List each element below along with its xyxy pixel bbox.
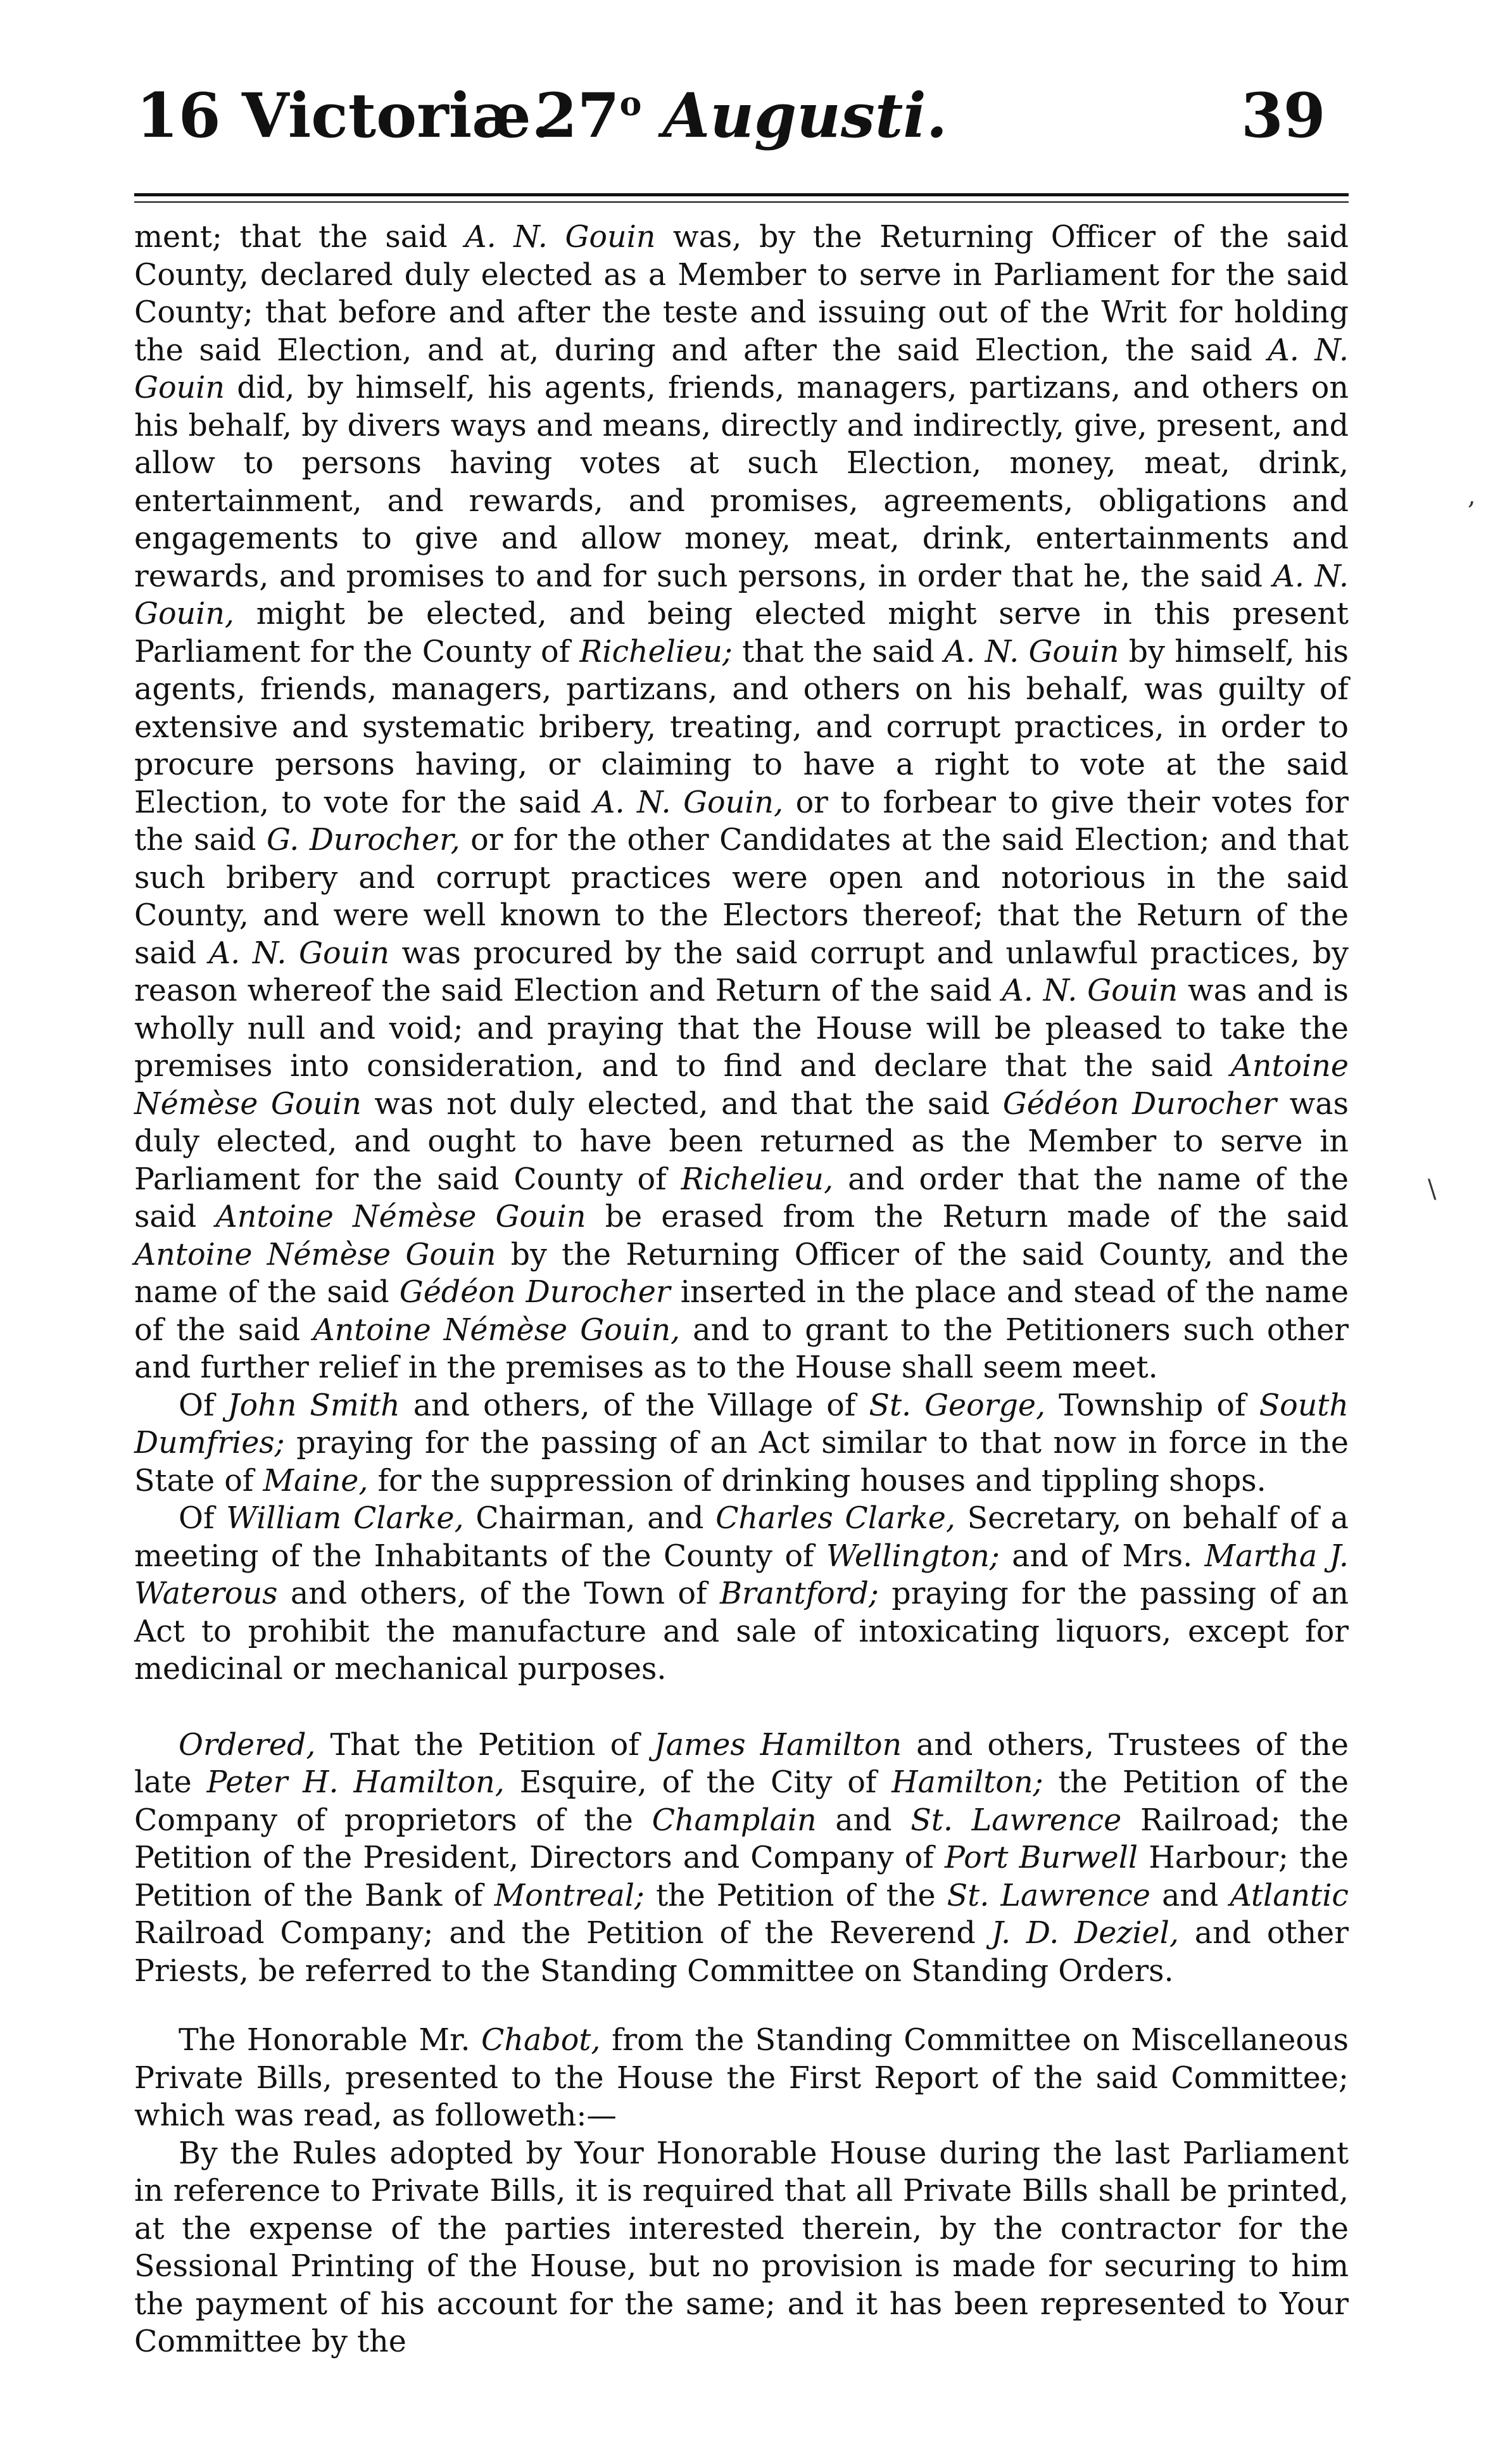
paragraph-petition-continuation bbox=[134, 218, 1349, 1387]
text-run: and others, of the Town of bbox=[277, 1576, 720, 1611]
margin-speck: , bbox=[1468, 481, 1476, 510]
text-run: was, by the Returning Officer of the said County, declared duly elected as a Member to serve in Parliament for the said County; that before and after the teste and issuing out of the Writ for holding the said Election, and at, during and after the said Election, the said bbox=[134, 220, 1349, 368]
italic-run: Wellington; bbox=[826, 1538, 1000, 1574]
italic-run: J. D. Deziel, bbox=[991, 1916, 1179, 1951]
italic-run: Chabot, bbox=[481, 2023, 601, 2058]
text-run: ment; that the said bbox=[134, 220, 465, 255]
header-rule-thick bbox=[134, 193, 1349, 196]
italic-run: Gédéon Durocher bbox=[399, 1275, 671, 1310]
italic-run: Antoine Némèse Gouin bbox=[215, 1200, 586, 1234]
paragraph-order-referral bbox=[134, 1726, 1349, 1991]
italic-run: William Clarke, bbox=[226, 1501, 464, 1536]
paragraph-petition-clarke bbox=[134, 1500, 1349, 1688]
text-run: and other Priests, be referred to the Standing Committee on Standing Orders. bbox=[134, 1916, 1349, 1989]
date-ordinal: o bbox=[619, 85, 642, 124]
text-run: by the Returning Officer of the said County, and the name of the said bbox=[134, 1237, 1349, 1310]
text-run: praying for the passing of an Act to prohibit the manufacture and sale of intoxicating liquors, except for medicinal or mechanical purposes. bbox=[134, 1576, 1349, 1687]
italic-run: St. Lawrence bbox=[910, 1802, 1122, 1838]
text-run: and bbox=[816, 1802, 911, 1838]
italic-run: Martha J. Waterous bbox=[134, 1538, 1349, 1611]
paragraph-petition-smith bbox=[134, 1387, 1349, 1500]
text-run: The Honorable Mr. bbox=[179, 2023, 482, 2058]
text-run: was and is wholly null and void; and praying that the House will be pleased to take the premises into consideration, and to find and declare that the said bbox=[134, 973, 1349, 1084]
text-run: Of bbox=[179, 1388, 228, 1423]
italic-run: A. N. Gouin bbox=[943, 634, 1119, 669]
italic-run: Champlain bbox=[652, 1802, 817, 1838]
text-run: did, by himself, his agents, friends, managers, partizans, and others on his behalf, by divers ways and means, directly and indirectly, give, present, and allow to persons having votes at such Election, money, meat, drink, entertainment, and rewards, and promises, agreements, obligations and engagements to give and allow money, meat, drink, entertainments and rewards, and promises to and for such persons, in order that he, the said bbox=[134, 370, 1349, 594]
text-run: and bbox=[1150, 1878, 1230, 1913]
italic-run: Richelieu, bbox=[681, 1162, 834, 1197]
text-run: By the Rules adopted by Your Honorable House during the last Parliament in reference to Private Bills, it is required that all Private Bills shall be printed, at the expense of the parties interested therein, by the contractor for the Sessional Printing of the House, but no provision is made for securing to him the payment of his account for the same; and it has been represented to Your Committee by the bbox=[134, 2136, 1349, 2359]
text-run: Secretary, on behalf of a meeting of the Inhabitants of the County of bbox=[134, 1501, 1349, 1574]
italic-run: A. N. Gouin, bbox=[134, 559, 1349, 631]
text-run: praying for the passing of an Act similar to that now in force in the State of bbox=[134, 1426, 1349, 1498]
text-run: Township of bbox=[1045, 1388, 1259, 1423]
italic-run: A. N. Gouin bbox=[1002, 973, 1178, 1008]
text-run: was procured by the said corrupt and unlawful practices, by reason whereof the said Election and Return of the said bbox=[134, 935, 1349, 1008]
header-date bbox=[535, 75, 947, 157]
italic-run: Atlantic bbox=[1230, 1878, 1349, 1913]
text-run: by himself, his agents, friends, managers, partizans, and others on his behalf, was guilty of extensive and systematic bribery, treating, and corrupt practices, in order to procure persons having, or claiming to have a right to vote at the said Election, to vote for the said bbox=[134, 634, 1349, 820]
text-run: was duly elected, and ought to have been returned as the Member to serve in Parliament for the said County of bbox=[134, 1086, 1349, 1197]
text-run: inserted in the place and stead of the name of the said bbox=[134, 1275, 1349, 1348]
page-body bbox=[134, 218, 1349, 2361]
italic-run: Hamilton; bbox=[891, 1765, 1043, 1800]
date-month: Augusti. bbox=[662, 80, 948, 151]
paragraph-committee-report bbox=[134, 2022, 1349, 2135]
italic-run: St. George, bbox=[869, 1388, 1046, 1423]
italic-run: Peter H. Hamilton, bbox=[206, 1765, 505, 1800]
italic-run: A. N. Gouin bbox=[134, 332, 1349, 405]
text-run: Railroad; the Petition of the President, Directors and Company of bbox=[134, 1802, 1349, 1875]
text-run: and of Mrs. bbox=[999, 1538, 1205, 1574]
text-run: was not duly elected, and that the said bbox=[361, 1086, 1003, 1122]
text-run: or for the other Candidates at the said Election; and that such bribery and corrupt practices were open and notorious in the said County, and were well known to the Electors thereof; that the Return of the said bbox=[134, 823, 1349, 971]
text-run: Harbour; the Petition of the Bank of bbox=[134, 1840, 1349, 1913]
text-run: Esquire, of the City of bbox=[504, 1765, 892, 1800]
text-run: and to grant to the Petitioners such other and further relief in the premises as to the House shall seem meet. bbox=[134, 1312, 1349, 1385]
italic-run: Charles Clarke, bbox=[715, 1501, 955, 1536]
italic-run: Brantford; bbox=[719, 1576, 879, 1611]
margin-speck: \ bbox=[1428, 1175, 1437, 1204]
italic-run: Gédéon Durocher bbox=[1002, 1086, 1277, 1122]
italic-run: Antoine Némèse Gouin bbox=[134, 1237, 496, 1272]
text-run: and order that the name of the said bbox=[134, 1162, 1349, 1234]
date-day: 27 bbox=[535, 80, 620, 151]
italic-run: South Dumfries; bbox=[134, 1388, 1349, 1460]
italic-run: Ordered, bbox=[179, 1727, 316, 1763]
italic-run: A. N. Gouin bbox=[208, 935, 389, 971]
text-run: and others, Trustees of the late bbox=[134, 1727, 1349, 1800]
italic-run: A. N. Gouin bbox=[465, 220, 656, 255]
running-header bbox=[0, 75, 1512, 157]
italic-run: A. N. Gouin, bbox=[593, 785, 784, 820]
text-run: the Petition of the Company of proprietors of the bbox=[134, 1765, 1349, 1838]
italic-run: Antoine Némèse Gouin, bbox=[313, 1312, 681, 1348]
text-run: or to forbear to give their votes for the said bbox=[134, 785, 1349, 858]
italic-run: G. Durocher, bbox=[267, 823, 460, 858]
text-run: from the Standing Committee on Miscellaneous Private Bills, presented to the House the First Report of the said Committee; which was read, as followeth:— bbox=[134, 2023, 1349, 2133]
italic-run: Port Burwell bbox=[945, 1840, 1138, 1875]
text-run: that the said bbox=[732, 634, 944, 669]
text-run: and others, of the Village of bbox=[400, 1388, 869, 1423]
text-run: Of bbox=[179, 1501, 227, 1536]
italic-run: Richelieu; bbox=[579, 634, 733, 669]
text-run: the Petition of the bbox=[644, 1878, 947, 1913]
page-number: 39 bbox=[1241, 80, 1326, 151]
italic-run: John Smith bbox=[227, 1388, 400, 1423]
italic-run: Maine, bbox=[263, 1463, 369, 1498]
regnal-year: 16 Victoriæ. bbox=[136, 80, 553, 151]
text-run: might be elected, and being elected might serve in this present Parliament for the County of bbox=[134, 597, 1349, 669]
italic-run: James Hamilton bbox=[653, 1727, 902, 1763]
text-run: for the suppression of drinking houses and tippling shops. bbox=[368, 1463, 1266, 1498]
italic-run: Montreal; bbox=[494, 1878, 645, 1913]
text-run: That the Petition of bbox=[315, 1727, 654, 1763]
text-run: be erased from the Return made of the said bbox=[586, 1200, 1349, 1234]
paragraph-report-text bbox=[134, 2135, 1349, 2361]
text-run: Chairman, and bbox=[463, 1501, 716, 1536]
header-rule-thin bbox=[134, 201, 1349, 203]
italic-run: Antoine Némèse Gouin bbox=[134, 1049, 1349, 1122]
text-run: Railroad Company; and the Petition of the Reverend bbox=[134, 1916, 992, 1951]
italic-run: St. Lawrence bbox=[947, 1878, 1151, 1913]
